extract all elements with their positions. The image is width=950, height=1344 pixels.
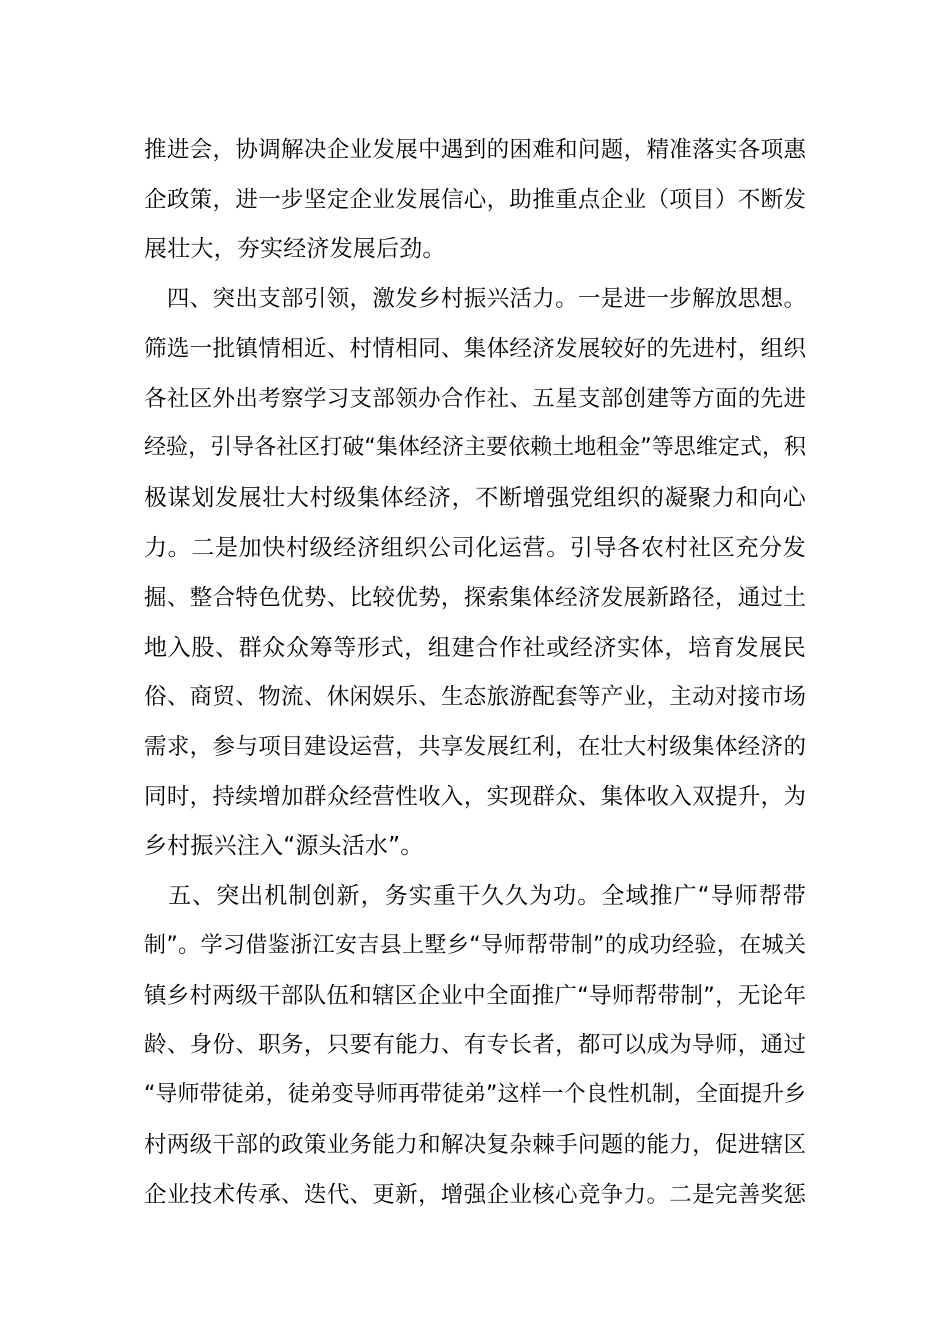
- text-line-2: 企政策，进一步坚定企业发展信心，助推重点企业（项目）不断发: [144, 187, 806, 213]
- text-line-1: 推进会，协调解决企业发展中遇到的困难和问题，精准落实各项惠: [144, 137, 806, 163]
- text-line-12: 俗、商贸、物流、休闲娱乐、生态旅游配套等产业，主动对接市场: [144, 684, 806, 710]
- text-line-16: 五、突出机制创新，务实重干久久为功。全域推广“导师帮带: [144, 883, 806, 909]
- text-line-15: 乡村振兴注入“源头活水”。: [144, 833, 424, 859]
- text-line-4: 四、突出支部引领，激发乡村振兴活力。一是进一步解放思想。: [144, 286, 806, 312]
- text-line-6: 各社区外出考察学习支部领办合作社、五星支部创建等方面的先进: [144, 386, 806, 412]
- text-line-13: 需求，参与项目建设运营，共享发展红利，在壮大村级集体经济的: [144, 734, 806, 760]
- text-line-21: 村两级干部的政策业务能力和解决复杂棘手问题的能力，促进辖区: [144, 1132, 806, 1158]
- text-line-19: 龄、身份、职务，只要有能力、有专长者，都可以成为导师，通过: [144, 1032, 806, 1058]
- text-line-5: 筛选一批镇情相近、村情相同、集体经济发展较好的先进村，组织: [144, 336, 806, 362]
- text-line-7: 经验，引导各社区打破“集体经济主要依赖土地租金”等思维定式，积: [144, 435, 806, 460]
- text-line-8: 极谋划发展壮大村级集体经济，不断增强党组织的凝聚力和向心: [144, 485, 806, 511]
- text-line-20: “导师带徒弟，徒弟变导师再带徒弟”这样一个良性机制，全面提升乡: [144, 1082, 806, 1107]
- text-line-17: 制”。学习借鉴浙江安吉县上墅乡“导师帮带制”的成功经验，在城关: [144, 933, 806, 958]
- text-line-14: 同时，持续增加群众经营性收入，实现群众、集体收入双提升，为: [144, 784, 806, 810]
- text-line-3: 展壮大，夯实经济发展后劲。: [144, 236, 446, 262]
- text-line-10: 掘、整合特色优势、比较优势，探索集体经济发展新路径，通过土: [144, 585, 806, 611]
- text-line-18: 镇乡村两级干部队伍和辖区企业中全面推广“导师帮带制”，无论年: [144, 983, 806, 1009]
- text-line-11: 地入股、群众众筹等形式，组建合作社或经济实体，培育发展民: [144, 635, 806, 661]
- text-line-9: 力。二是加快村级经济组织公司化运营。引导各农村社区充分发: [144, 535, 806, 561]
- text-line-22: 企业技术传承、迭代、更新，增强企业核心竞争力。二是完善奖惩: [144, 1182, 806, 1208]
